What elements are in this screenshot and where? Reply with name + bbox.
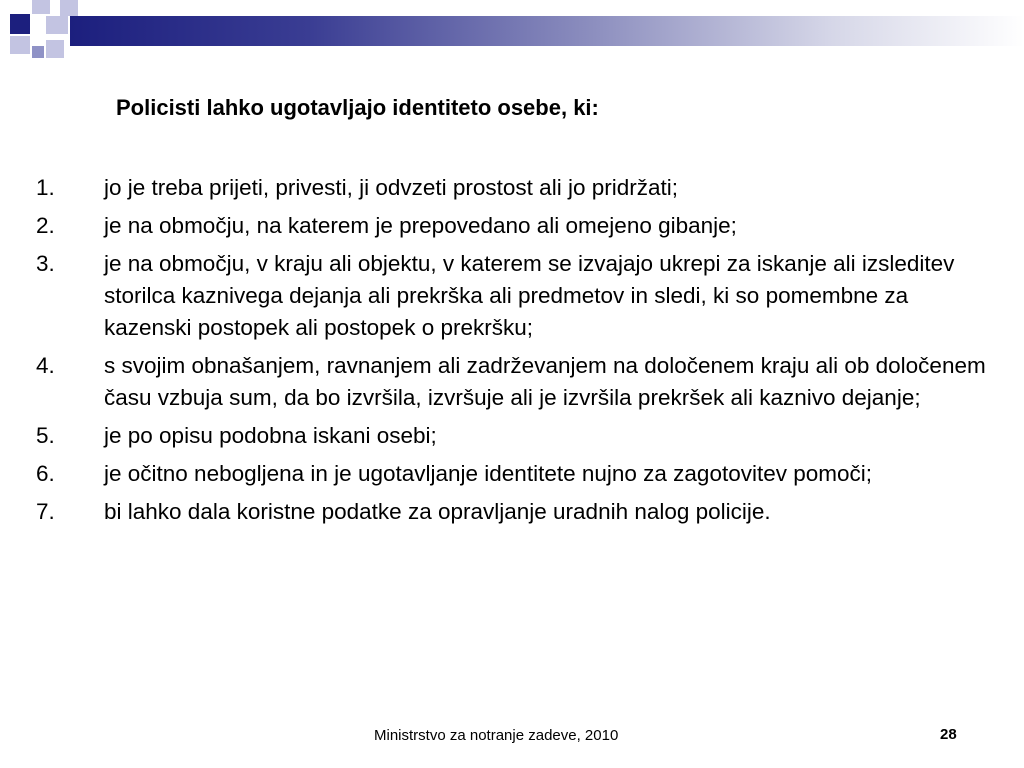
list-item-number: 1. xyxy=(36,175,55,200)
header-gradient-bar xyxy=(70,16,1024,46)
list-item xyxy=(36,172,996,204)
decorative-square xyxy=(32,46,44,58)
list-item-text: jo je treba prijeti, privesti, ji odvzeti prostost ali jo pridržati; xyxy=(104,175,678,200)
list-item-number: 3. xyxy=(36,251,55,276)
list-item xyxy=(36,420,996,452)
list-item-text: bi lahko dala koristne podatke za opravljanje uradnih nalog policije. xyxy=(104,499,771,524)
decorative-square xyxy=(10,36,30,54)
decorative-square xyxy=(60,0,78,16)
decorative-square xyxy=(32,0,50,14)
list-item xyxy=(36,248,996,344)
list-item-text: je očitno nebogljena in je ugotavljanje identitete nujno za zagotovitev pomoči; xyxy=(104,461,873,486)
decorative-square xyxy=(46,16,68,34)
slide-title: Policisti lahko ugotavljajo identiteto osebe, ki: xyxy=(116,95,599,120)
decorative-square xyxy=(46,40,64,58)
list-item-text: je na območju, na katerem je prepovedano ali omejeno gibanje; xyxy=(104,213,737,238)
list-item-number: 2. xyxy=(36,213,55,238)
list-item-text: je po opisu podobna iskani osebi; xyxy=(104,423,437,448)
list-item-text: s svojim obnašanjem, ravnanjem ali zadrževanjem na določenem kraju ali ob določenem času vzbuja sum, da bo izvršila, izvršuje ali je izvršila prekršek ali kaznivo dejanje; xyxy=(104,353,986,410)
list-item xyxy=(36,458,996,490)
footer-text: Ministrstvo za notranje zadeve, 2010 xyxy=(374,727,619,744)
list-item-number: 4. xyxy=(36,353,55,378)
list-item xyxy=(36,350,996,414)
list-item-number: 7. xyxy=(36,499,55,524)
list-item xyxy=(36,496,996,528)
list-item xyxy=(36,210,996,242)
list-item-text: je na območju, v kraju ali objektu, v katerem se izvajajo ukrepi za iskanje ali izsleditev storilca kaznivega dejanja ali prekrška ali predmetov in sledi, ki so pomembne za kazenski postopek ali postopek o prekršku; xyxy=(104,251,955,340)
list-item-number: 5. xyxy=(36,423,55,448)
list-item-number: 6. xyxy=(36,461,55,486)
conditions-list xyxy=(36,172,996,534)
page-number: 28 xyxy=(940,726,957,743)
decorative-square xyxy=(10,14,30,34)
